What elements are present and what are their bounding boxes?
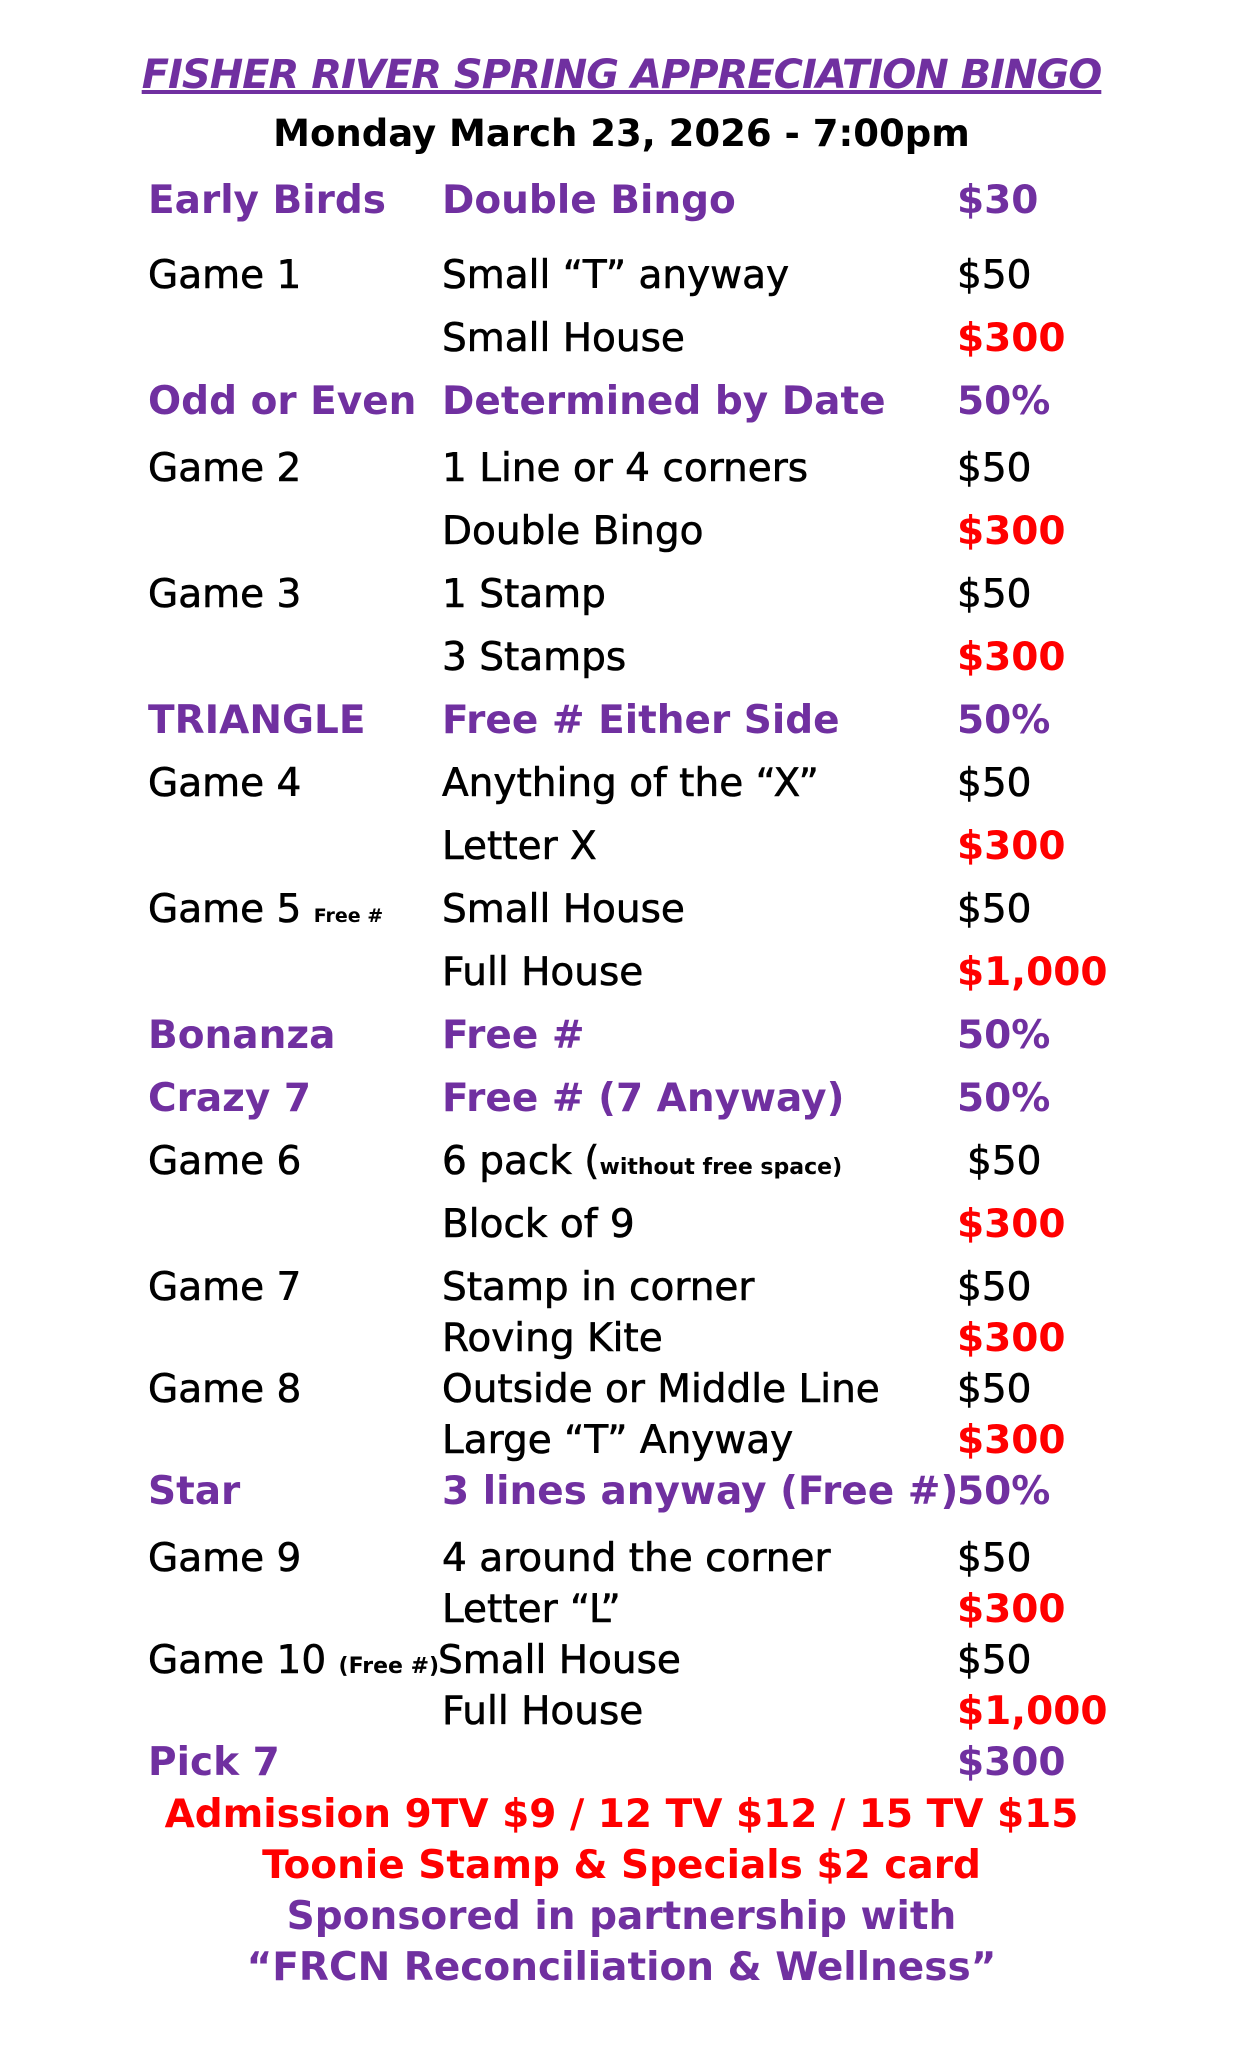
game-prize: $50 (957, 1367, 1032, 1412)
game-name: Early Birds (148, 178, 387, 223)
table-row (0, 1074, 1243, 1124)
game-pattern: Determined by Date (442, 379, 886, 424)
game-prize: $50 (957, 887, 1032, 932)
game-prize: 50% (957, 1013, 1051, 1058)
game-name: Game 7 (148, 1265, 302, 1310)
game-pattern: Small House (438, 1638, 681, 1683)
toonie-line: Toonie Stamp & Specials $2 card (262, 1843, 981, 1888)
game-prize: 50% (957, 379, 1051, 424)
game-pattern: Full House (442, 950, 644, 995)
game-pattern (442, 1137, 842, 1193)
game-name: Game 6 (148, 1139, 302, 1184)
game-pattern: Full House (442, 1689, 644, 1734)
table-row (0, 570, 1243, 620)
game-prize: $300 (957, 824, 1066, 869)
game-pattern: Letter X (442, 824, 597, 869)
table-row (0, 251, 1243, 301)
table-row (0, 1365, 1243, 1415)
game-prize: $300 (957, 509, 1066, 554)
game-prize: $300 (957, 1202, 1066, 1247)
table-row (0, 1636, 1243, 1686)
game-name: Game 8 (148, 1367, 302, 1412)
game-prize: $300 (957, 635, 1066, 680)
table-row (0, 1200, 1243, 1250)
game-prize: $300 (957, 1587, 1066, 1632)
game-name: Game 3 (148, 572, 302, 617)
table-row (0, 507, 1243, 557)
table-row (0, 759, 1243, 809)
table-row (0, 1687, 1243, 1737)
game-prize: $300 (957, 1418, 1066, 1463)
game-pattern: Free # (442, 1013, 585, 1058)
game-pattern: Stamp in corner (442, 1265, 755, 1310)
game-pattern: Letter “L” (442, 1587, 621, 1632)
game-name: Game 9 (148, 1536, 302, 1581)
admission-line: Admission 9TV $9 / 12 TV $12 / 15 TV $15 (164, 1792, 1079, 1837)
table-row (0, 444, 1243, 494)
game-name: Game 4 (148, 761, 302, 806)
table-row (0, 1137, 1243, 1187)
sponsor-line: Sponsored in partnership with (286, 1894, 957, 1939)
game-pattern: Small House (442, 887, 685, 932)
table-row (0, 377, 1243, 427)
table-row (0, 822, 1243, 872)
game-name: Pick 7 (148, 1740, 280, 1785)
game-pattern: Double Bingo (442, 509, 704, 554)
free-number-note: Free # (313, 905, 384, 927)
game-name: TRIANGLE (148, 698, 366, 743)
game-name: Game 1 (148, 253, 302, 298)
pattern-note: without free space) (599, 1155, 843, 1180)
game-prize: $50 (957, 1638, 1032, 1683)
sponsor-name: “FRCN Reconciliation & Wellness” (246, 1945, 997, 1990)
game-prize: $50 (957, 253, 1032, 298)
game-pattern: 4 around the corner (442, 1536, 831, 1581)
event-date: Monday March 23, 2026 - 7:00pm (273, 112, 970, 155)
game-name-text: Game 5 (148, 887, 302, 932)
game-prize: $50 (957, 1536, 1032, 1581)
game-name: Game 2 (148, 446, 302, 491)
game-pattern: 3 Stamps (442, 635, 627, 680)
game-pattern: 3 lines anyway (Free #) (442, 1469, 959, 1514)
table-row (0, 1263, 1243, 1313)
game-prize: $50 (957, 446, 1032, 491)
game-pattern: Small “T” anyway (442, 253, 790, 298)
table-row (0, 1416, 1243, 1466)
game-pattern: Double Bingo (442, 178, 736, 223)
table-row (0, 314, 1243, 364)
game-name-text: Game 10 (148, 1638, 327, 1683)
game-prize: $50 (957, 1265, 1032, 1310)
game-pattern: Small House (442, 316, 685, 361)
game-prize: $300 (957, 1740, 1066, 1785)
game-pattern: Block of 9 (442, 1202, 635, 1247)
game-pattern: Anything of the “X” (442, 761, 819, 806)
game-prize: 50% (957, 1076, 1051, 1121)
game-name: Odd or Even (148, 379, 417, 424)
table-row (0, 1585, 1243, 1635)
game-pattern: Roving Kite (442, 1316, 663, 1361)
table-row (0, 1738, 1243, 1788)
game-prize: $300 (957, 316, 1066, 361)
table-row (0, 1534, 1243, 1584)
game-prize: $50 (967, 1139, 1042, 1184)
game-prize: $50 (957, 761, 1032, 806)
table-row (0, 1011, 1243, 1061)
game-prize: $30 (957, 178, 1039, 223)
table-row (0, 176, 1243, 226)
game-prize: $1,000 (957, 950, 1108, 995)
table-row (0, 1314, 1243, 1364)
table-row (0, 885, 1243, 935)
game-pattern: Free # (7 Anyway) (442, 1076, 845, 1121)
game-pattern: Free # Either Side (442, 698, 840, 743)
table-row (0, 633, 1243, 683)
game-prize: 50% (957, 1469, 1051, 1514)
game-pattern-text: 6 pack ( (442, 1139, 600, 1184)
table-row (0, 1467, 1243, 1517)
game-name: Star (148, 1469, 241, 1514)
table-row (0, 696, 1243, 746)
game-prize: $300 (957, 1316, 1066, 1361)
game-name: Crazy 7 (148, 1076, 312, 1121)
game-prize: $1,000 (957, 1689, 1108, 1734)
free-number-note: (Free #) (338, 1654, 440, 1679)
table-row (0, 948, 1243, 998)
game-pattern: Outside or Middle Line (442, 1367, 880, 1412)
game-pattern: 1 Line or 4 corners (442, 446, 809, 491)
game-name (148, 885, 383, 941)
page-title: FISHER RIVER SPRING APPRECIATION BINGO (141, 52, 1102, 98)
game-pattern: 1 Stamp (442, 572, 606, 617)
game-prize: 50% (957, 698, 1051, 743)
game-pattern: Large “T” Anyway (442, 1418, 794, 1463)
game-name (148, 1636, 439, 1692)
game-prize: $50 (957, 572, 1032, 617)
game-name: Bonanza (148, 1013, 336, 1058)
